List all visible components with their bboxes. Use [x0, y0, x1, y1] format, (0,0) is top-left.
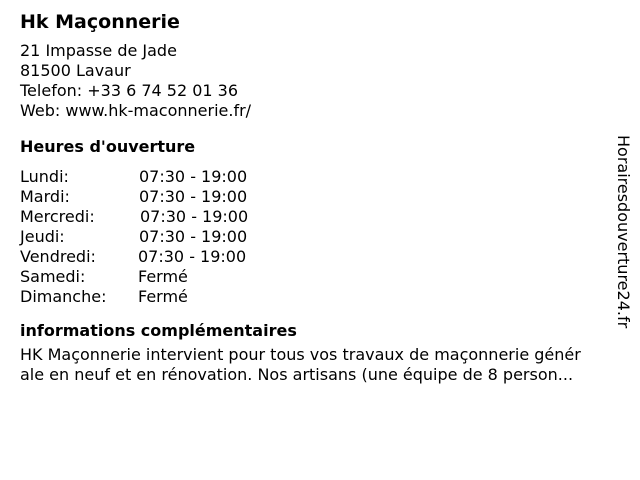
- hours-value: 07:30 - 19:00: [139, 167, 248, 186]
- watermark-text: Horairesdouverture24.fr: [614, 135, 633, 329]
- website-link[interactable]: Web: www.hk-maconnerie.fr/: [20, 101, 252, 120]
- hours-value: 07:30 - 19:00: [138, 247, 247, 266]
- hours-row-friday: [20, 247, 610, 267]
- day-label: Vendredi:: [20, 247, 96, 266]
- hours-value: 07:30 - 19:00: [140, 207, 249, 226]
- hours-row-monday: [20, 167, 610, 187]
- hours-row-thursday: [20, 227, 610, 247]
- day-label: Samedi:: [20, 267, 86, 286]
- day-label: Lundi:: [20, 167, 69, 186]
- description-line-1: HK Maçonnerie intervient pour tous vos travaux de maçonnerie génér: [20, 345, 581, 364]
- day-label: Mardi:: [20, 187, 70, 206]
- address-street: 21 Impasse de Jade: [20, 41, 177, 60]
- hours-value: Fermé: [138, 267, 188, 286]
- business-card: [20, 10, 610, 385]
- hours-value: 07:30 - 19:00: [139, 187, 248, 206]
- hours-value: 07:30 - 19:00: [139, 227, 248, 246]
- day-label: Mercredi:: [20, 207, 95, 226]
- address-city: 81500 Lavaur: [20, 61, 131, 80]
- additional-info-title: informations complémentaires: [20, 321, 297, 340]
- opening-hours-table: [20, 167, 610, 307]
- hours-value: Fermé: [138, 287, 188, 306]
- day-label: Dimanche:: [20, 287, 107, 306]
- day-label: Jeudi:: [20, 227, 65, 246]
- business-name: Hk Maçonnerie: [20, 11, 180, 33]
- hours-row-tuesday: [20, 187, 610, 207]
- phone-number[interactable]: Telefon: +33 6 74 52 01 36: [20, 81, 239, 100]
- hours-row-wednesday: [20, 207, 610, 227]
- hours-row-saturday: [20, 267, 610, 287]
- description-line-2: ale en neuf et en rénovation. Nos artisans (une équipe de 8 person...: [20, 365, 574, 384]
- opening-hours-title: Heures d'ouverture: [20, 137, 196, 156]
- hours-row-sunday: [20, 287, 610, 307]
- site-watermark: [612, 135, 634, 347]
